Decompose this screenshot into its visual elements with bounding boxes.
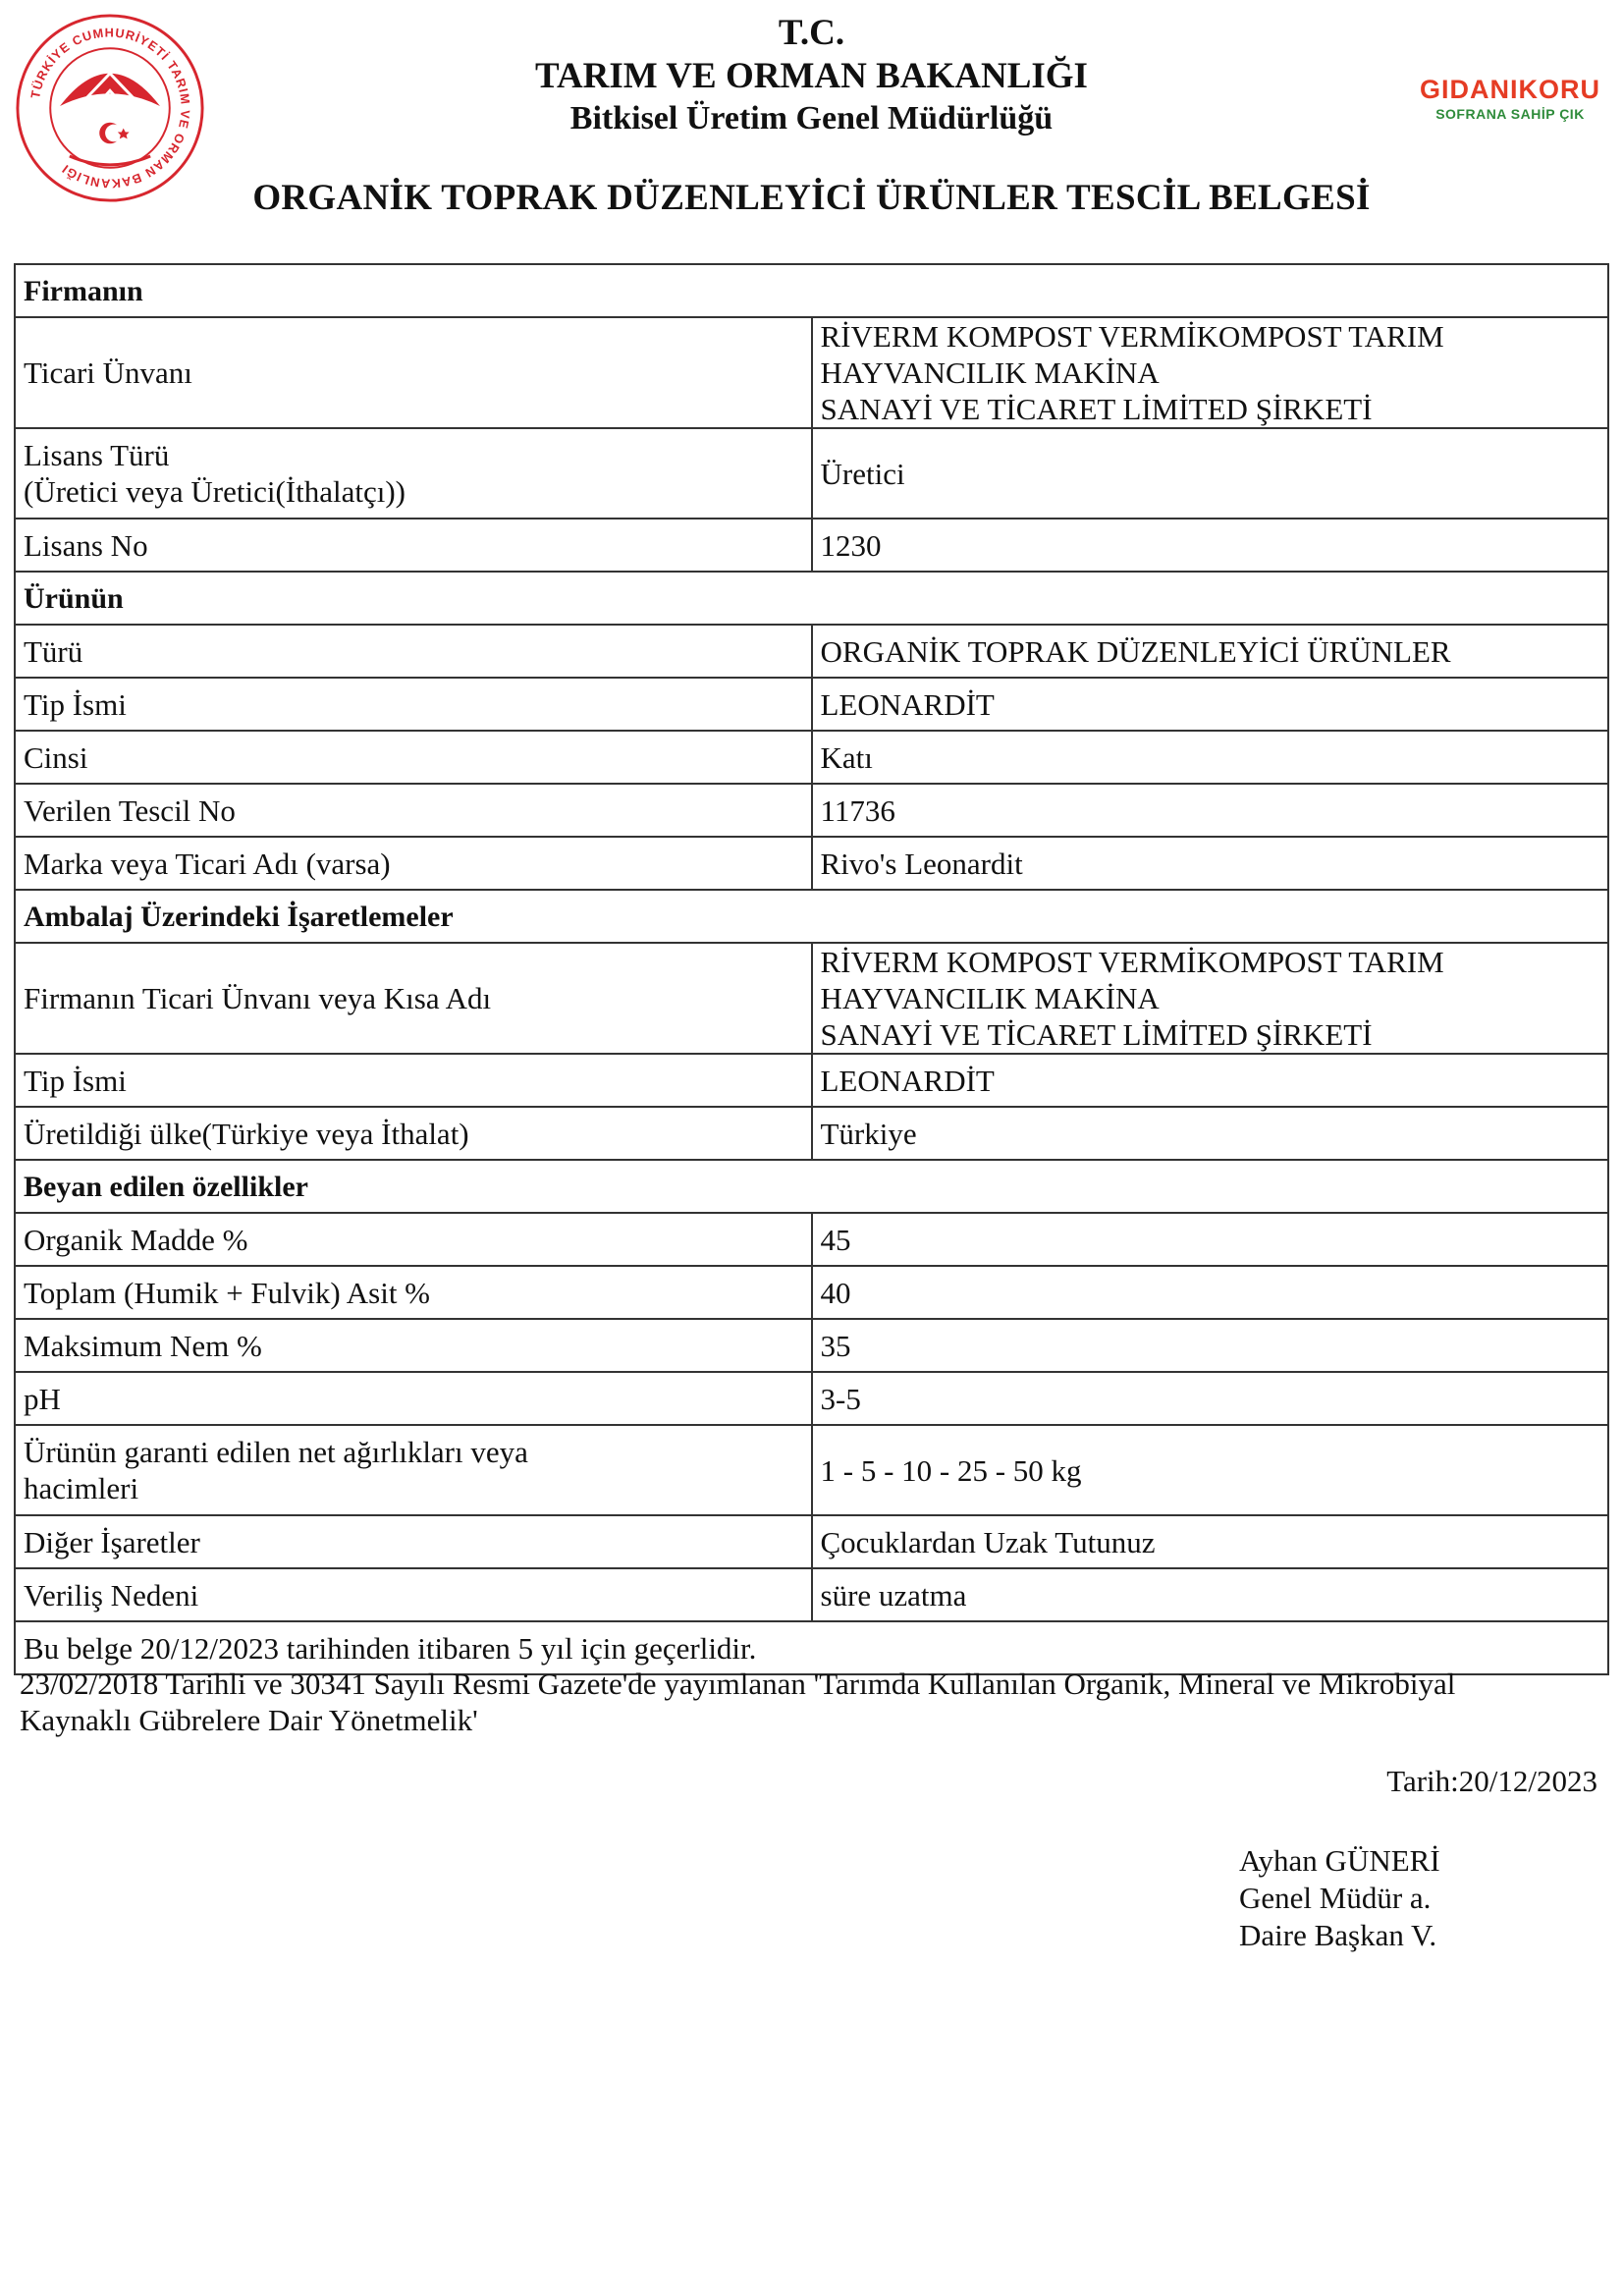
table-row <box>15 1568 1608 1621</box>
field-value: Rivo's Leonardit <box>812 837 1609 890</box>
field-value: 1230 <box>812 519 1609 572</box>
field-label: Firmanın Ticari Ünvanı veya Kısa Adı <box>15 943 812 1054</box>
field-label <box>15 428 812 519</box>
field-value: 35 <box>812 1319 1609 1372</box>
field-value: 11736 <box>812 784 1609 837</box>
signature-block <box>1239 1842 1440 1954</box>
field-value: Üretici <box>812 428 1609 519</box>
table-row <box>15 1319 1608 1372</box>
section-heading: Beyan edilen özellikler <box>15 1160 1608 1213</box>
table-row <box>15 1213 1608 1266</box>
section-row-declared <box>15 1160 1608 1213</box>
table-row <box>15 625 1608 678</box>
table-row <box>15 1054 1608 1107</box>
field-value: LEONARDİT <box>812 678 1609 731</box>
field-value: Çocuklardan Uzak Tutunuz <box>812 1515 1609 1568</box>
field-value <box>812 317 1609 428</box>
field-label: Türü <box>15 625 812 678</box>
field-value: 1 - 5 - 10 - 25 - 50 kg <box>812 1425 1609 1515</box>
license-type-label-line2: (Üretici veya Üretici(İthalatçı)) <box>24 474 406 509</box>
table-row <box>15 1372 1608 1425</box>
brand-name-part1: GIDANI <box>1420 75 1519 104</box>
license-type-label-line1: Lisans Türü <box>24 438 170 472</box>
document-date: Tarih:20/12/2023 <box>1386 1764 1597 1798</box>
seal-ring-text: TÜRKİYE CUMHURİYETİ TARIM VE ORMAN BAKANLIĞI <box>27 25 193 191</box>
signatory-name: Ayhan GÜNERİ <box>1239 1843 1440 1878</box>
field-label: Marka veya Ticari Adı (varsa) <box>15 837 812 890</box>
section-row-product <box>15 572 1608 625</box>
field-label: Toplam (Humik + Fulvik) Asit % <box>15 1266 812 1319</box>
section-heading: Ürünün <box>15 572 1608 625</box>
field-label: Veriliş Nedeni <box>15 1568 812 1621</box>
regulation-reference <box>20 1666 1610 1738</box>
field-label: Lisans No <box>15 519 812 572</box>
field-label: Tip İsmi <box>15 1054 812 1107</box>
table-row <box>15 678 1608 731</box>
field-label: Diğer İşaretler <box>15 1515 812 1568</box>
firm-name-line2: SANAYİ VE TİCARET LİMİTED ŞİRKETİ <box>820 1017 1373 1052</box>
field-label: Tip İsmi <box>15 678 812 731</box>
field-value: 40 <box>812 1266 1609 1319</box>
section-row-packaging <box>15 890 1608 943</box>
brand-tagline: SOFRANA SAHİP ÇIK <box>1435 106 1585 122</box>
regulation-line1: 23/02/2018 Tarihli ve 30341 Sayılı Resmi Gazete'de yayımlanan 'Tarımda Kullanılan Organik, Mineral ve Mikrobiyal <box>20 1667 1456 1701</box>
field-value: LEONARDİT <box>812 1054 1609 1107</box>
field-label: pH <box>15 1372 812 1425</box>
field-label <box>15 1425 812 1515</box>
table-row <box>15 837 1608 890</box>
table-row <box>15 1515 1608 1568</box>
field-label: Organik Madde % <box>15 1213 812 1266</box>
section-heading: Firmanın <box>15 264 1608 317</box>
registration-table <box>14 263 1609 1675</box>
validity-text: Bu belge 20/12/2023 tarihinden itibaren 5 yıl için geçerlidir. <box>15 1621 1608 1674</box>
field-value: 3-5 <box>812 1372 1609 1425</box>
section-heading: Ambalaj Üzerindeki İşaretlemeler <box>15 890 1608 943</box>
table-row <box>15 1425 1608 1515</box>
table-row <box>15 731 1608 784</box>
table-row <box>15 317 1608 428</box>
trade-name-line2: SANAYİ VE TİCARET LİMİTED ŞİRKETİ <box>820 392 1373 426</box>
field-label: Maksimum Nem % <box>15 1319 812 1372</box>
header-directorate: Bitkisel Üretim Genel Müdürlüğü <box>569 100 1054 137</box>
field-value: ORGANİK TOPRAK DÜZENLEYİCİ ÜRÜNLER <box>812 625 1609 678</box>
weights-label-line1: Ürünün garanti edilen net ağırlıkları veya <box>24 1435 528 1469</box>
weights-label-line2: hacimleri <box>24 1471 139 1505</box>
brand-name-part2: KORU <box>1518 75 1600 104</box>
field-label: Üretildiği ülke(Türkiye veya İthalat) <box>15 1107 812 1160</box>
section-row-firm <box>15 264 1608 317</box>
field-value: Türkiye <box>812 1107 1609 1160</box>
document-title: ORGANİK TOPRAK DÜZENLEYİCİ ÜRÜNLER TESCİL BELGESİ <box>252 178 1371 218</box>
field-value: 45 <box>812 1213 1609 1266</box>
table-row <box>15 943 1608 1054</box>
table-row <box>15 428 1608 519</box>
table-row <box>15 784 1608 837</box>
signatory-title1: Genel Müdür a. <box>1239 1881 1432 1915</box>
trade-name-line1: RİVERM KOMPOST VERMİKOMPOST TARIM HAYVANCILIK MAKİNA <box>820 319 1444 390</box>
table-row <box>15 1266 1608 1319</box>
header-country: T.C. <box>778 13 845 53</box>
field-label: Verilen Tescil No <box>15 784 812 837</box>
field-label: Cinsi <box>15 731 812 784</box>
table-row <box>15 1107 1608 1160</box>
field-label: Ticari Ünvanı <box>15 317 812 428</box>
field-value <box>812 943 1609 1054</box>
header-ministry: TARIM VE ORMAN BAKANLIĞI <box>535 56 1088 96</box>
field-value: süre uzatma <box>812 1568 1609 1621</box>
regulation-line2: Kaynaklı Gübrelere Dair Yönetmelik' <box>20 1703 478 1737</box>
signatory-title2: Daire Başkan V. <box>1239 1918 1437 1952</box>
table-row <box>15 519 1608 572</box>
firm-name-line1: RİVERM KOMPOST VERMİKOMPOST TARIM HAYVANCILIK MAKİNA <box>820 945 1444 1015</box>
field-value: Katı <box>812 731 1609 784</box>
